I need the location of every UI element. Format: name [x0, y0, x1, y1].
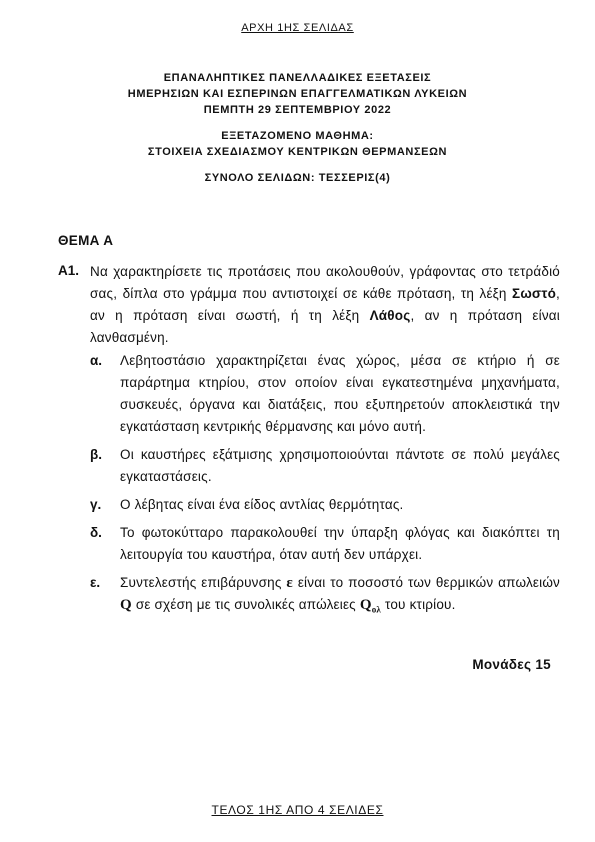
item-text: Το φωτοκύτταρο παρακολουθεί την ύπαρξη φλόγας και διακόπτει τη λειτουργία του καυστήρα, όταν αυτή δεν υπάρχει. — [120, 525, 560, 562]
question-intro-end: , αν η πρόταση είναι λανθασμένη. — [90, 308, 560, 345]
item-text-part: είναι το ποσοστό των θερμικών απωλειών — [293, 575, 561, 590]
list-item — [90, 494, 560, 516]
page-footer: ΤΕΛΟΣ 1ΗΣ ΑΠΟ 4 ΣΕΛΙΔΕΣ — [211, 803, 384, 817]
wrong-word: Λάθος — [369, 308, 411, 323]
item-letter: γ. — [90, 497, 102, 512]
question-intro: Να χαρακτηρίσετε τις προτάσεις που ακολουθούν, γράφοντας στο τετράδιό σας, δίπλα στο γράμμα που αντιστοιχεί σε κάθε πρόταση, τη λέξη — [90, 264, 560, 301]
question-number: Α1. — [58, 263, 80, 278]
item-text — [120, 572, 560, 621]
exam-page-count: ΣΥΝΟΛΟ ΣΕΛΙΔΩΝ: ΤΕΣΣΕΡΙΣ(4) — [204, 172, 391, 184]
symbol-q-total: Q — [359, 597, 372, 613]
item-text: Λεβητοστάσιο χαρακτηρίζεται ένας χώρος, μέσα σε κτήριο ή σε παράρτημα κτηρίου, στον οποίον είναι εγκατεστημένα μηχανήματα, συσκευές, όργανα και διατάξεις, που εξυπηρετούν αποκλειστικά την εγκατάσταση κεντρικής θέρμανσης και μόνο αυτή. — [120, 353, 560, 434]
exam-school-line: ΗΜΕΡΗΣΙΩΝ ΚΑΙ ΕΣΠΕΡΙΝΩΝ ΕΠΑΓΓΕΛΜΑΤΙΚΩΝ ΛΥΚΕΙΩΝ — [127, 88, 468, 100]
list-item — [90, 522, 560, 566]
right-word: Σωστό — [512, 286, 557, 301]
question-intro-mid: , αν η πρόταση είναι σωστή, ή τη λέξη — [90, 286, 560, 323]
page-top-header: ΑΡΧΗ 1ΗΣ ΣΕΛΙΔΑΣ — [241, 22, 354, 34]
symbol-q-total-subscript: ολ — [371, 604, 382, 615]
statement-list — [90, 350, 560, 627]
exam-subject-label: ΕΞΕΤΑΖΟΜΕΝΟ ΜΑΘΗΜΑ: — [221, 130, 374, 142]
item-letter: ε. — [90, 575, 101, 590]
section-title: ΘΕΜΑ Α — [58, 233, 114, 248]
exam-title-line: ΕΠΑΝΑΛΗΠΤΙΚΕΣ ΠΑΝΕΛΛΑΔΙΚΕΣ ΕΞΕΤΑΣΕΙΣ — [163, 72, 432, 84]
list-item — [90, 572, 560, 621]
item-letter: α. — [90, 353, 103, 368]
list-item — [90, 350, 560, 438]
question-instructions — [90, 261, 560, 349]
item-letter: δ. — [90, 525, 102, 540]
item-text-part: σε σχέση με τις συνολικές απώλειες — [131, 597, 360, 612]
exam-header — [0, 70, 595, 186]
item-letter: β. — [90, 447, 102, 462]
item-text: Οι καυστήρες εξάτμισης χρησιμοποιούνται πάντοτε σε πολύ μεγάλες εγκαταστάσεις. — [120, 447, 560, 484]
exam-date-line: ΠΕΜΠΤΗ 29 ΣΕΠΤΕΜΒΡΙΟΥ 2022 — [203, 104, 392, 116]
symbol-q: Q — [120, 597, 132, 613]
symbol-epsilon: ε — [286, 575, 294, 591]
exam-subject-name: ΣΤΟΙΧΕΙΑ ΣΧΕΔΙΑΣΜΟΥ ΚΕΝΤΡΙΚΩΝ ΘΕΡΜΑΝΣΕΩΝ — [147, 146, 448, 158]
item-text-part: του κτιρίου. — [381, 597, 456, 612]
item-text: Ο λέβητας είναι ένα είδος αντλίας θερμότητας. — [120, 497, 404, 512]
marks-label: Μονάδες 15 — [472, 657, 551, 672]
item-text-part: Συντελεστής επιβάρυνσης — [120, 575, 287, 590]
list-item — [90, 444, 560, 488]
